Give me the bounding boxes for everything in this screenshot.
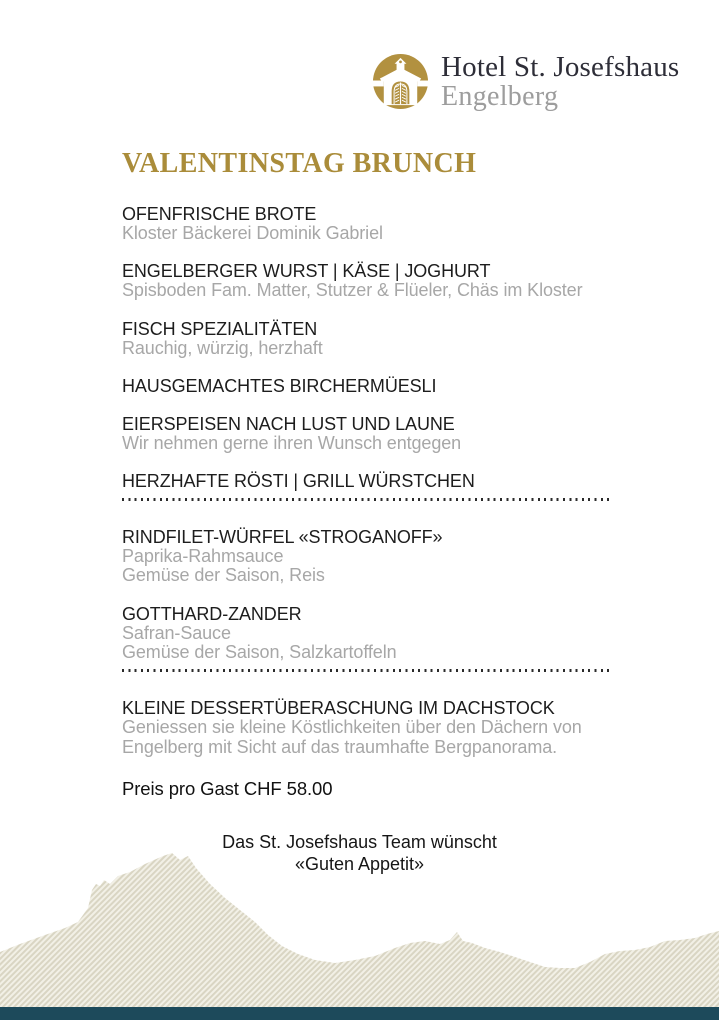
menu-item-detail: Gemüse der Saison, Reis [122,565,325,586]
footer-message [0,832,719,875]
menu-sections [122,205,609,799]
menu-item-heading: GOTTHARD-ZANDER [122,603,302,624]
hotel-logo-text [441,52,679,110]
menu-item-detail: Rauchig, würzig, herzhaft [122,337,323,358]
menu-section [122,415,609,453]
menu-item-heading: ENGELBERGER WURST | KÄSE | JOGHURT [122,261,491,282]
menu-item-detail: Gemüse der Saison, Salzkartoffeln [122,642,397,663]
menu-item-heading: OFENFRISCHE BROTE [122,204,317,224]
menu-item-detail: Spisboden Fam. Matter, Stutzer & Flüeler, Chäs im Kloster [122,280,583,301]
menu-item-heading: HERZHAFTE RÖSTI | GRILL WÜRSTCHEN [122,471,475,492]
menu-section [122,262,609,300]
menu-item-details [122,339,609,358]
menu-item-detail: Kloster Bäckerei Dominik Gabriel [122,223,383,243]
hotel-logo [371,52,679,111]
menu-item-details [122,281,609,300]
menu-item-details [122,547,609,586]
menu-item-detail: Wir nehmen gerne ihren Wunsch entgegen [122,432,462,453]
hotel-name: Hotel St. Josefshaus [441,51,680,83]
hotel-location: Engelberg [441,81,559,112]
menu-item-heading: HAUSGEMACHTES BIRCHERMÜESLI [122,375,437,396]
dotted-divider [122,498,609,501]
price-line: Preis pro Gast CHF 58.00 [122,777,333,799]
mountain-silhouette [0,850,719,1020]
menu-section [122,377,609,396]
menu-item-detail: Safran-Sauce [122,622,231,643]
menu-item-heading: FISCH SPEZIALITÄTEN [122,318,318,339]
menu-item-details [122,624,609,663]
menu-item-details [122,434,609,453]
menu-item-heading: KLEINE DESSERTÜBERASCHUNG IM DACHSTOCK [122,698,555,719]
menu-item-heading: RINDFILET-WÜRFEL «STROGANOFF» [122,527,443,548]
menu-section [122,320,609,358]
bottom-teal-bar [0,1007,719,1020]
menu-section [122,528,609,586]
menu-item-detail: Paprika-Rahmsauce [122,546,284,567]
menu-section [122,205,609,243]
menu-section [122,605,609,663]
menu-item-details [122,224,609,243]
menu-item-detail: Geniessen sie kleine Köstlichkeiten über den Dächern von [122,717,582,738]
hotel-crest-icon [371,52,430,111]
menu-section [122,472,609,491]
page-title: VALENTINSTAG BRUNCH [122,148,477,179]
menu-item-heading: EIERSPEISEN NACH LUST UND LAUNE [122,413,455,434]
menu-item-detail: Engelberg mit Sicht auf das traumhafte Bergpanorama. [122,736,558,757]
footer-line-1: Das St. Josefshaus Team wünscht [222,832,497,852]
footer-line-2: «Guten Appetit» [294,853,425,874]
menu-item-details [122,718,609,757]
dotted-divider [122,669,609,672]
menu-section [122,699,609,757]
